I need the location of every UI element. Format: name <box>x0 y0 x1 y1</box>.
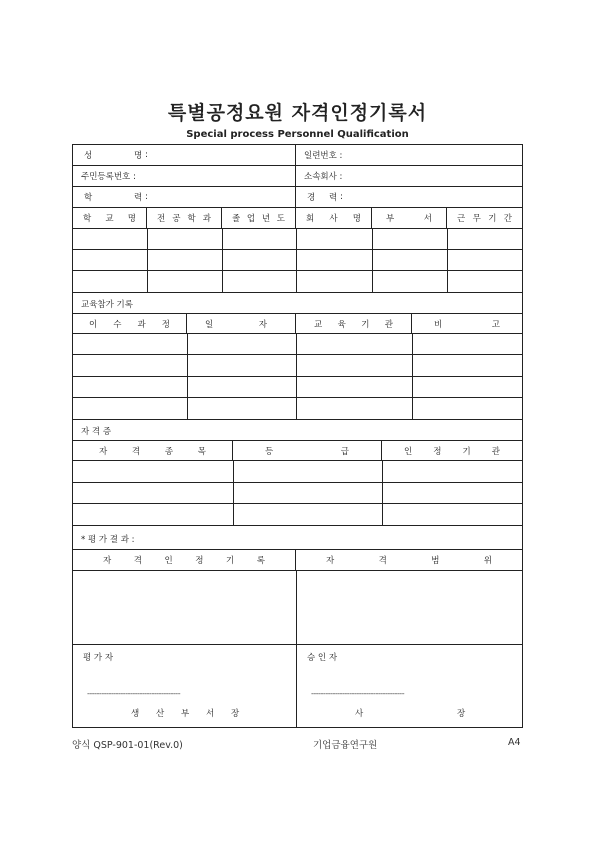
education-field[interactable] <box>73 187 296 207</box>
career-header-school: 학 교 명 <box>73 208 147 228</box>
serial-field[interactable] <box>296 145 522 165</box>
evaluator-title-1: 생 <box>131 709 140 719</box>
career-row <box>73 271 522 293</box>
evaluator-title-5: 장 <box>231 709 240 719</box>
evaluation-header-row <box>73 550 522 571</box>
evaluation-header-scope: 자 격 범 위 <box>326 556 492 566</box>
career-label-1: 경 <box>307 193 316 203</box>
name-label-1: 성 <box>84 151 93 161</box>
approver-label: 승 인 자 <box>307 653 338 663</box>
education-label-colon: : <box>145 192 148 202</box>
training-section-label: 교육참가 기록 <box>81 300 133 310</box>
certificate-section-label: 자 격 증 <box>81 427 112 437</box>
evaluator-title-4: 서 <box>206 709 215 719</box>
career-header-major: 전 공 학 과 <box>147 208 222 228</box>
certificate-row <box>73 461 522 483</box>
career-header-row <box>73 208 522 229</box>
approver-title-2: 장 <box>457 709 466 719</box>
evaluation-section-label: * 평 가 결 과 : <box>81 535 135 545</box>
row-resident <box>73 166 522 187</box>
certificate-header-type: 자 격 종 목 <box>73 441 233 460</box>
certificate-header-grade: 등 급 <box>233 441 382 460</box>
company-field[interactable] <box>296 166 522 186</box>
footer-form-number: 양식 QSP-901-01(Rev.0) <box>72 740 183 751</box>
name-label-colon: : <box>145 150 148 160</box>
approver-sign-line: --------------------------------------- <box>311 689 405 698</box>
document-subtitle: Special process Personnel Qualification <box>186 129 409 140</box>
certificate-header-institution: 인 정 기 관 <box>404 446 500 457</box>
evaluator-title-2: 산 <box>156 709 165 719</box>
career-header-company: 회 사 명 <box>296 208 372 228</box>
footer-paper-size: A4 <box>508 737 521 748</box>
training-header-institution: 교 육 기 관 <box>296 314 412 333</box>
certificate-row <box>73 504 522 526</box>
career-header-period: 근 무 기 간 <box>457 214 512 224</box>
training-header-remarks: 비 고 <box>434 319 500 330</box>
career-row <box>73 229 522 250</box>
evaluation-header-record: 자 격 인 정 기 록 <box>73 550 296 570</box>
training-row <box>73 398 522 420</box>
document-title: 특별공정요원 자격인정기록서 <box>167 102 428 124</box>
career-row <box>73 250 522 271</box>
name-label-2: 명 <box>134 151 143 161</box>
training-header-row <box>73 314 522 334</box>
training-row <box>73 377 522 398</box>
company-label: 소속회사 : <box>304 172 343 182</box>
career-field[interactable] <box>296 187 522 207</box>
certificate-row <box>73 483 522 504</box>
career-label-2: 력 <box>329 193 338 203</box>
approver-title-1: 사 <box>355 709 364 719</box>
training-header-course: 이 수 과 정 <box>73 314 187 333</box>
career-header-dept: 부 서 <box>372 208 447 228</box>
resident-field[interactable] <box>73 166 296 186</box>
evaluator-sign-line: --------------------------------------- <box>87 689 181 698</box>
signature-row <box>73 645 522 727</box>
footer-organization: 기업금융연구원 <box>313 740 378 751</box>
training-row <box>73 334 522 355</box>
evaluator-title-3: 부 <box>181 709 190 719</box>
certificate-header-row <box>73 441 522 461</box>
evaluation-section-row <box>73 526 522 550</box>
training-row <box>73 355 522 377</box>
career-label-colon: : <box>340 192 343 202</box>
evaluation-body-row <box>73 571 522 645</box>
serial-label: 일련번호 : <box>304 151 343 161</box>
resident-label: 주민등록번호 : <box>81 172 136 182</box>
evaluator-label: 평 가 자 <box>83 653 114 663</box>
training-section-row <box>73 293 522 314</box>
certificate-section-row <box>73 420 522 441</box>
row-name <box>73 145 522 166</box>
education-label-2: 력 <box>134 193 143 203</box>
row-education <box>73 187 522 208</box>
training-header-date: 일 자 <box>187 314 296 333</box>
education-label-1: 학 <box>84 193 93 203</box>
form-frame <box>72 144 523 728</box>
career-header-grad-year: 졸 업 년 도 <box>222 208 296 228</box>
